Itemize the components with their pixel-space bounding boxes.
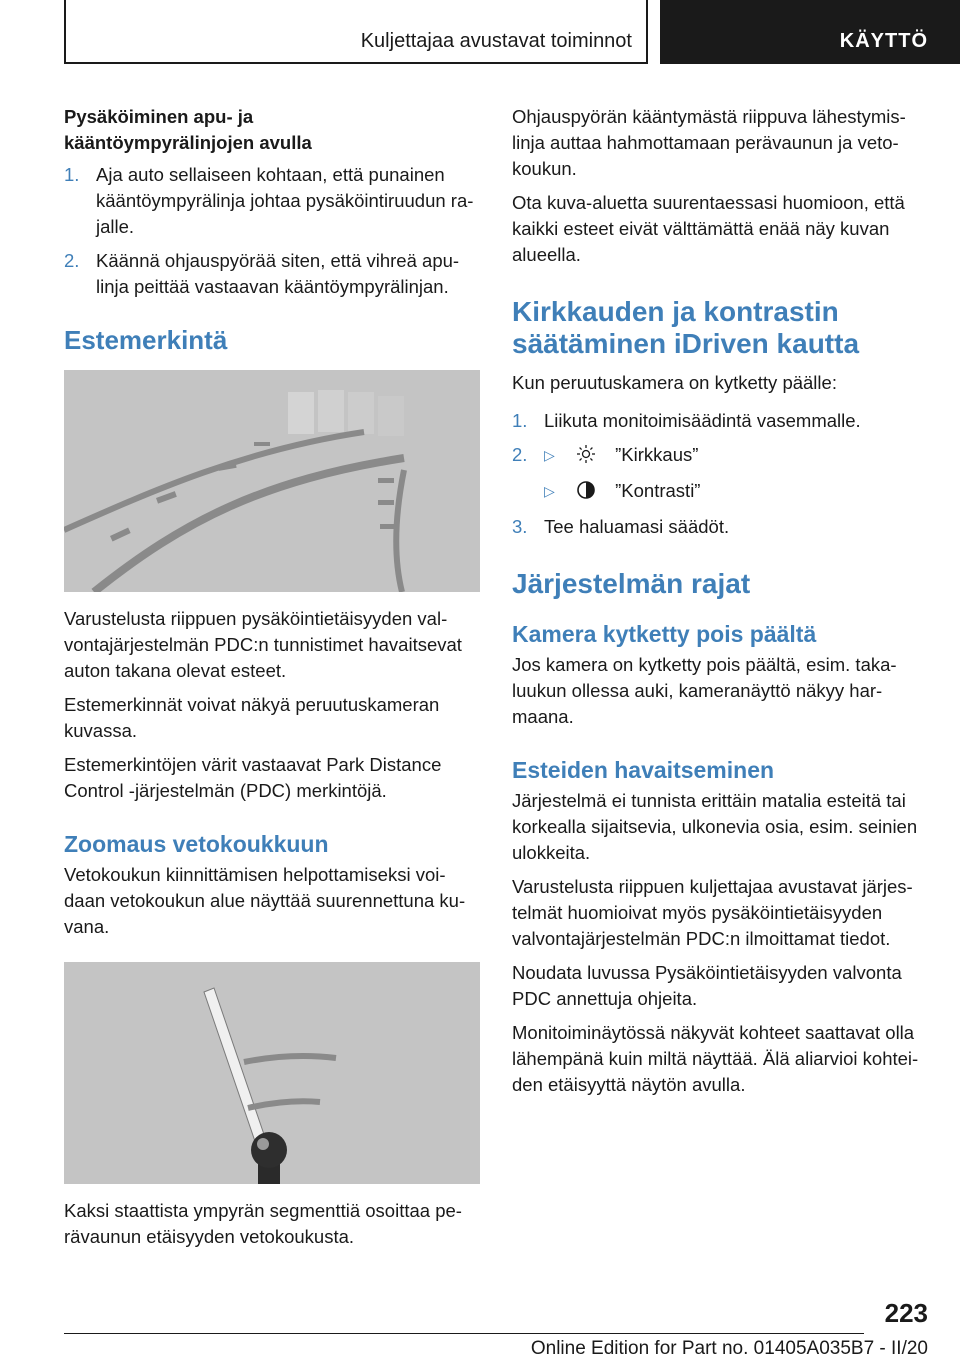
brightness-icon — [576, 444, 596, 464]
section-title-brightness-contrast: Kirkkauden ja kontrastin säätäminen iDriven kautta — [512, 296, 860, 359]
section-tab — [660, 0, 960, 64]
sub-step-text: ”Kontrasti” — [615, 480, 701, 501]
step-number: 1. — [64, 164, 80, 185]
page-number: 223 — [884, 1298, 928, 1328]
paragraph: Noudata luvussa Pysäköintietäisyyden valvonta PDC annettuja ohjeita. — [512, 962, 902, 1009]
paragraph: Ohjauspyörän kääntymästä riippuva lähestymislinja auttaa hahmottamaan perävaunun ja vetokoukun. — [512, 106, 906, 179]
tow-hitch-zoom-figure — [64, 962, 480, 1184]
right-column — [512, 104, 928, 1106]
left-column — [64, 104, 480, 1258]
subsection-title-camera-off: Kamera kytketty pois päältä — [512, 621, 817, 647]
sub-step-brightness — [512, 442, 928, 468]
contrast-icon — [576, 480, 596, 500]
section-title-system-limits: Järjestelmän rajat — [512, 568, 751, 599]
footer-divider — [64, 1333, 864, 1334]
step-text: Aja auto sellaiseen kohtaan, että punainen kääntöympyrälinja johtaa pysäköintiruudun rajalle. — [96, 164, 474, 237]
header-box — [64, 0, 648, 64]
paragraph: Monitoiminäytössä näkyvät kohteet saattavat olla lähempänä kuin miltä näyttää. Älä aliarvioi kohteiden etäisyyttä näytön avulla. — [512, 1022, 919, 1095]
section-title-zoom-tow-hitch: Zoomaus vetokoukkuun — [64, 831, 329, 857]
paragraph: Estemerkintöjen värit vastaavat Park Distance Control -järjestelmän (PDC) merkintöjä. — [64, 754, 442, 801]
step-text: Liikuta monitoimisäädintä vasemmalle. — [544, 410, 861, 431]
paragraph: Ota kuva-aluetta suurentaessasi huomioon, että kaikki esteet eivät välttämättä enää näy kuvan alueella. — [512, 192, 905, 265]
paragraph: Varustelusta riippuen pysäköintietäisyyden valvontajärjestelmän PDC:n tunnistimet havaitsevat auton takana olevat esteet. — [64, 608, 462, 681]
step-number: 3. — [512, 516, 528, 537]
paragraph: Järjestelmä ei tunnista erittäin matalia esteitä tai korkealla sijaitsevia, ulkonevia osia, esim. seinien ulokkeita. — [512, 790, 918, 863]
figure-caption: Kaksi staattista ympyrän segmenttiä osoittaa perävaunun etäisyyden vetokoukusta. — [64, 1200, 462, 1247]
step-text: Käännä ohjauspyörää siten, että vihreä apulinja peittää vastaavan kääntöympyrälinjan. — [96, 250, 460, 297]
obstacle-marking-figure — [64, 370, 480, 592]
parking-heading-line2: kääntöympyrälinjojen avulla — [64, 132, 312, 153]
paragraph: Jos kamera on kytketty pois päältä, esim. takaluukun ollessa auki, kameranäyttö näkyy harmaana. — [512, 654, 897, 727]
sub-step-contrast — [512, 478, 928, 504]
chapter-title: Kuljettajaa avustavat toiminnot — [360, 30, 632, 52]
parking-heading-line1: Pysäköiminen apu- ja — [64, 106, 254, 127]
edition-note: Online Edition for Part no. 01405A035B7 - II/20 — [530, 1338, 928, 1359]
paragraph: Estemerkinnät voivat näkyä peruutuskameran kuvassa. — [64, 694, 440, 741]
step-number: 1. — [512, 410, 528, 431]
sub-step-text: ”Kirkkaus” — [615, 444, 699, 465]
step-item — [512, 408, 928, 434]
paragraph: Kun peruutuskamera on kytketty päälle: — [512, 372, 837, 393]
step-item — [64, 248, 480, 300]
step-number: 2. — [64, 250, 80, 271]
section-tab-label: KÄYTTÖ — [839, 30, 928, 52]
section-title-obstacle-marking: Estemerkintä — [64, 325, 228, 355]
step-item — [512, 514, 928, 540]
subsection-title-obstacle-detection: Esteiden havaitseminen — [512, 757, 775, 783]
paragraph: Varustelusta riippuen kuljettajaa avustavat järjestelmät huomioivat myös pysäköintietäisyyden valvontajärjestelmän PDC:n ilmoittamat tiedot. — [512, 876, 913, 949]
step-number: 2. — [512, 444, 528, 465]
step-text: Tee haluamasi säädöt. — [544, 516, 730, 537]
step-item — [64, 162, 480, 240]
parking-heading — [64, 104, 480, 156]
triangle-arrow-icon: ▷ — [544, 483, 555, 499]
paragraph: Vetokoukun kiinnittämisen helpottamiseksi voidaan vetokoukun alue näyttää suurennettuna kuvana. — [64, 864, 466, 937]
triangle-arrow-icon: ▷ — [544, 447, 555, 463]
